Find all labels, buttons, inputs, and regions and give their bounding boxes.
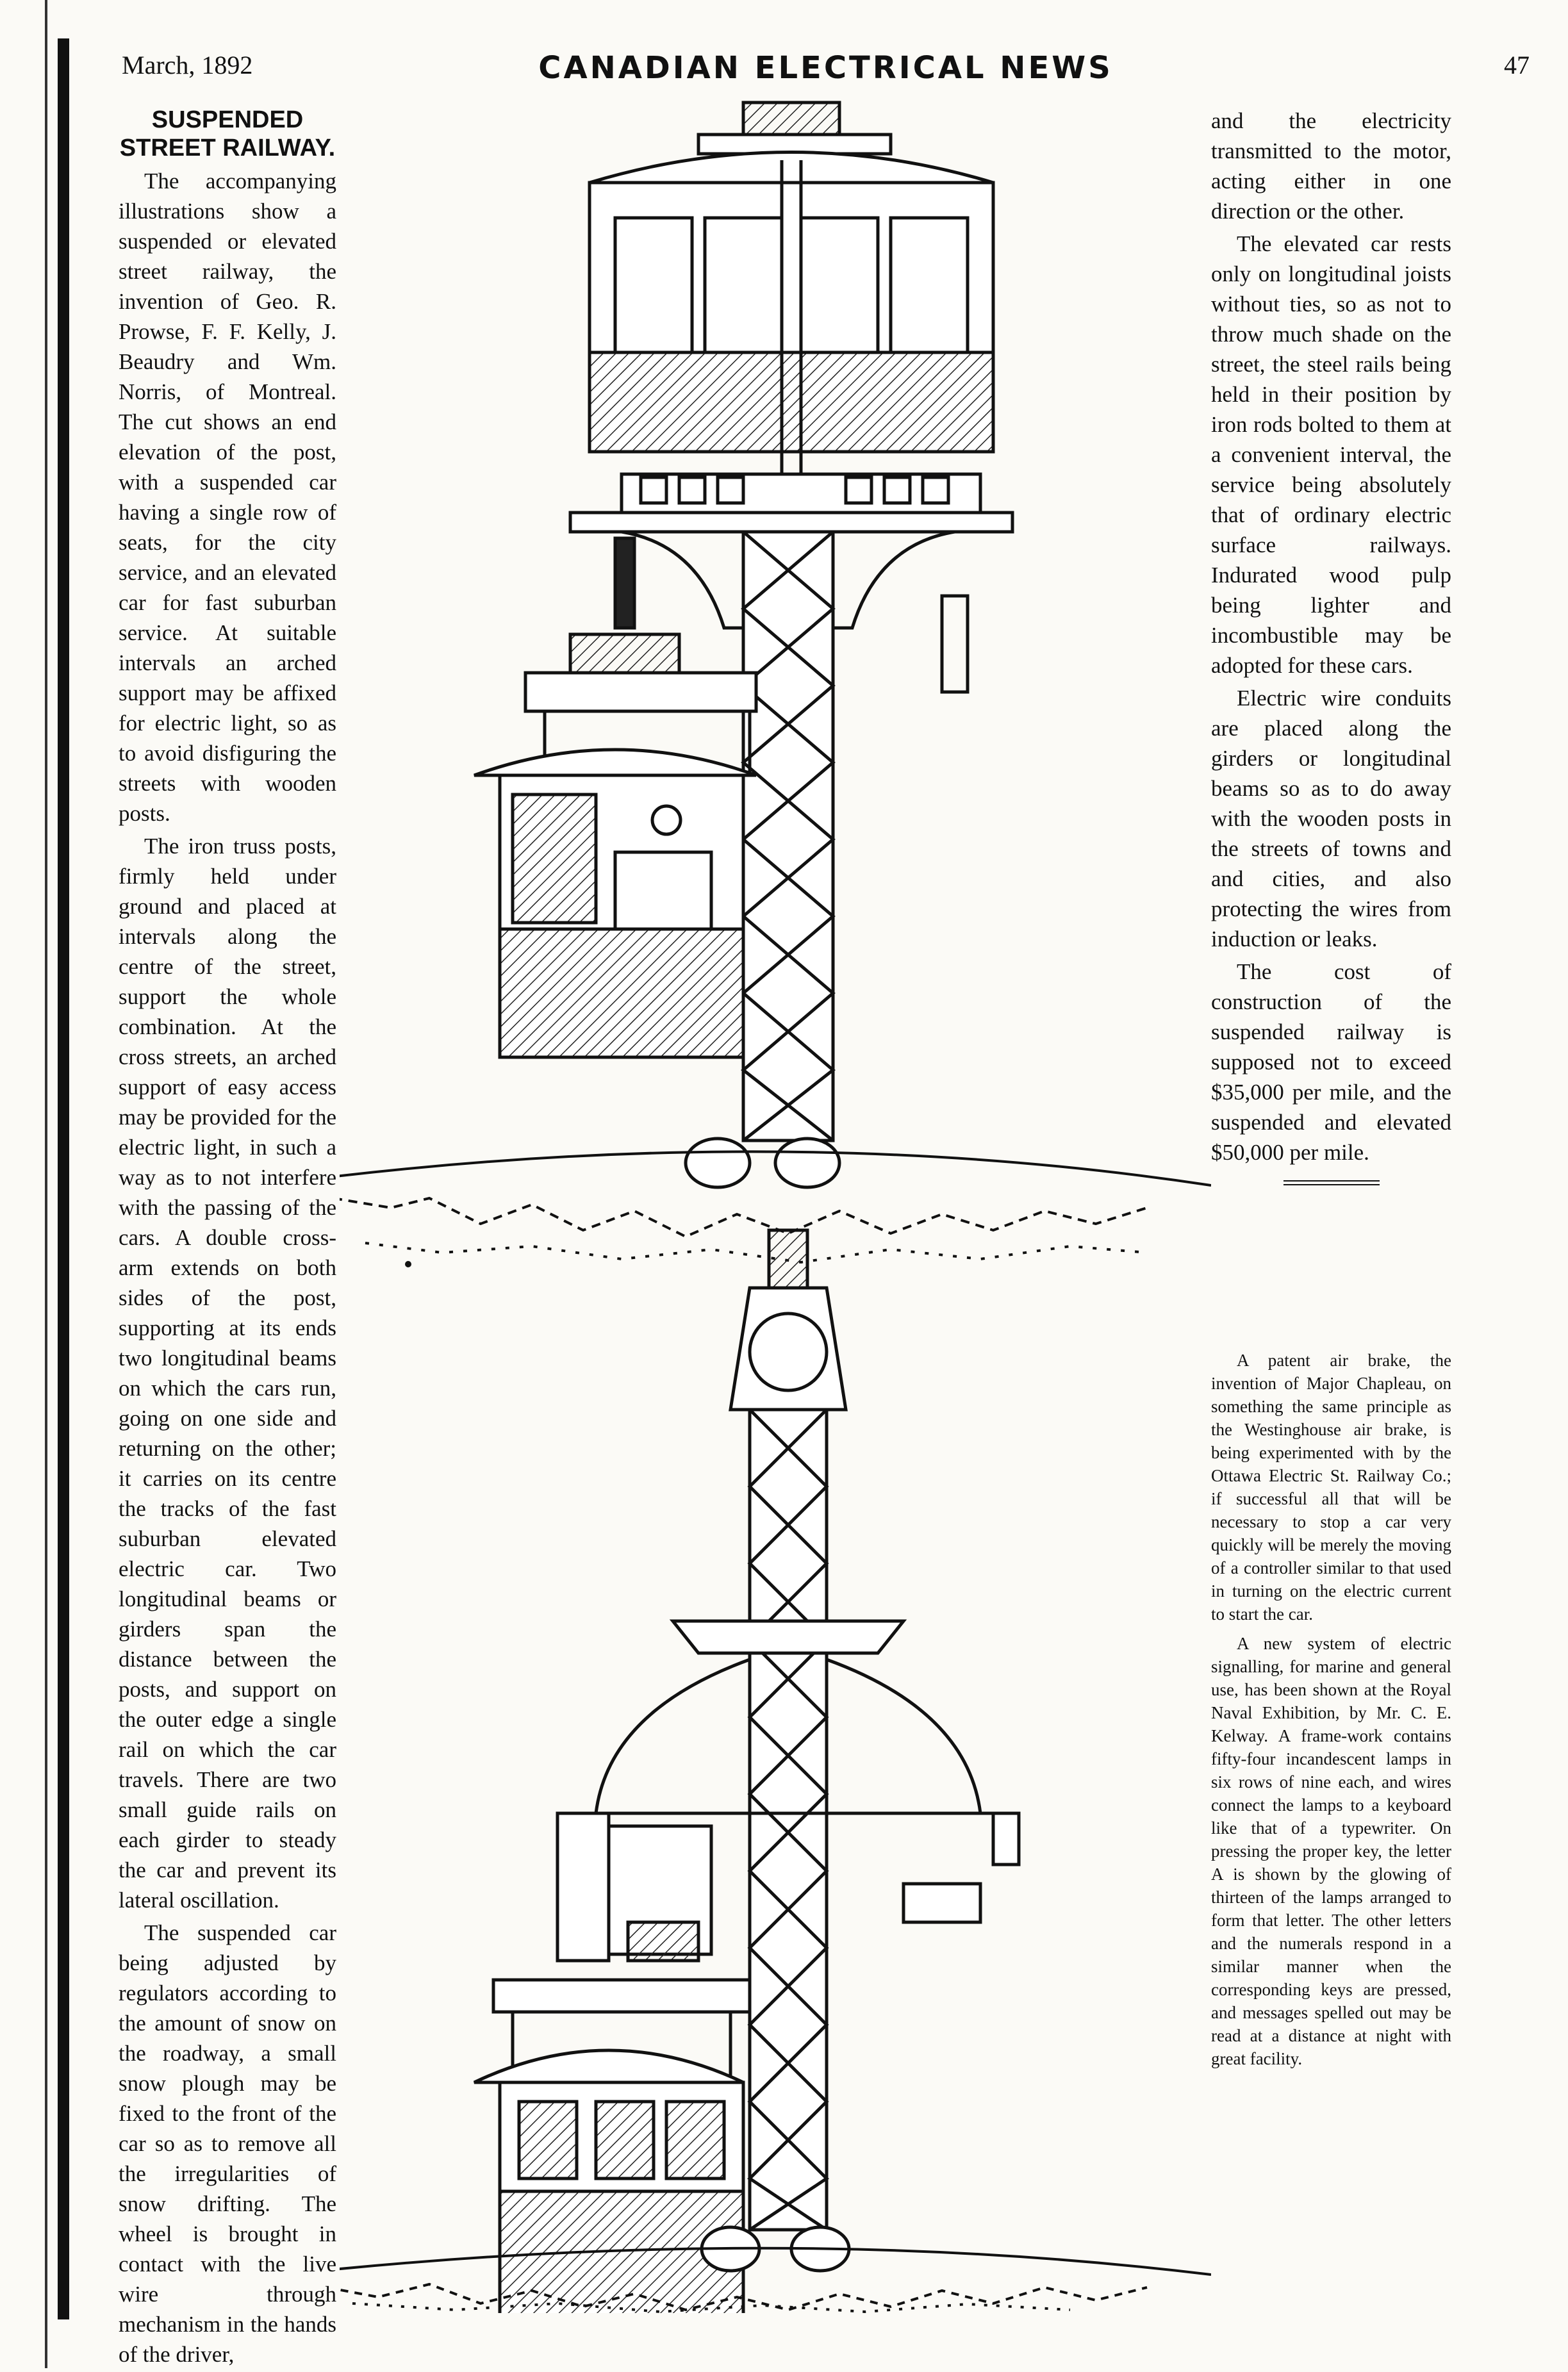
article-paragraph: The elevated car rests only on longitudinal joists without ties, so as not to throw much shade on the street, the steel rails being held in their position by iron rods bolted to them at a convenient interval, the service being absolutely that of ordinary electric surface railways. Indurated wood pulp being lighter and incombustible may be adopted for these cars.	[1211, 231, 1451, 678]
header-date: March, 1892	[122, 51, 253, 79]
lower-figure-light-post	[474, 1230, 1019, 2313]
article-paragraph: Electric wire conduits are placed along the girders or longitudinal beams so as to do away with the wooden posts in the streets of towns and and cities, and also protecting the wires from induction or leaks.	[1211, 686, 1451, 951]
article-paragraph: and the electricity transmitted to the motor, acting either in one direction or the other.	[1211, 108, 1451, 224]
article-paragraph: The iron truss posts, firmly held under ground and placed at intervals along the centre of the street, support the whole combination. At the cross streets, an arched support of easy access may be provided for the electric light, in such a way as to not interfere with the passing of the cars. A double cross-arm extends on both sides of the post, supporting at its ends two longitudinal beams on which the cars run, going on one side and returning on the other; it carries on its centre the tracks of the fast suburban elevated electric car. Two longitudinal beams or girders span the distance between the posts, and support on the outer edge a single rail on which the car travels. There are two small guide rails on each girder to steady the car and prevent its lateral oscillation.	[119, 834, 336, 1913]
upper-figure-post	[474, 103, 1012, 1187]
article-paragraph: The cost of construction of the suspended railway is supposed not to exceed $35,000 per mile, and the suspended and elevated $50,000 per mile.	[1211, 959, 1451, 1165]
right-column	[1211, 106, 1451, 1203]
article-headline: SUSPENDED STREET RAILWAY.	[119, 106, 336, 161]
news-note: A new system of electric signalling, for marine and general use, has been shown at the Royal Naval Exhibition, by Mr. C. E. Kelway. A frame-work contains fifty-four incandescent lamps in six rows of nine each, and wires connect the lamps to a keyboard like that of a typewriter. On pressing the proper key, the letter A is shown by the glowing of thirteen of the lamps arranged to form that letter. The other letters and the numerals respond in a similar manner when the corresponding keys are pressed, and messages spelled out may be read at a distance at night with great facility.	[1211, 1634, 1451, 2068]
page-header	[122, 50, 1530, 101]
header-title: CANADIAN ELECTRICAL NEWS	[538, 50, 1113, 86]
notes-column	[1211, 1349, 1451, 2073]
left-column	[119, 106, 336, 2372]
article-paragraph: The accompanying illustrations show a suspended or elevated street railway, the invention of Geo. R. Prowse, F. F. Kelly, J. Beaudry and Wm. Norris, of Montreal. The cut shows an end elevation of the post, with a suspended car having a single row of seats, for the city service, and an elevated car for fast suburban service. At suitable intervals an arched support may be affixed for electric light, so as to avoid disfiguring the streets with wooden posts.	[119, 169, 336, 826]
article-paragraph: The suspended car being adjusted by regulators according to the amount of snow on the roadway, a small snow plough may be fixed to the front of the car so as to remove all the irregularities of snow drifting. The wheel is brought in contact with the live wire through mechanism in the hands of the driver,	[119, 1920, 336, 2367]
lower-ground	[340, 2248, 1211, 2312]
header-page-number: 47	[1504, 51, 1530, 79]
railway-illustration	[340, 96, 1211, 2313]
section-divider	[1283, 1180, 1380, 1185]
binding-rule	[58, 38, 69, 2319]
news-note: A patent air brake, the invention of Major Chapleau, on something the same principle as the Westinghouse air brake, is being experimented with by the Ottawa Electric St. Railway Co.; if successful all that will be necessary to stop a car very quickly will be merely the moving of a controller similar to that used in turning on the electric current to start the car.	[1211, 1351, 1451, 1624]
page-edge-line	[45, 0, 47, 2368]
